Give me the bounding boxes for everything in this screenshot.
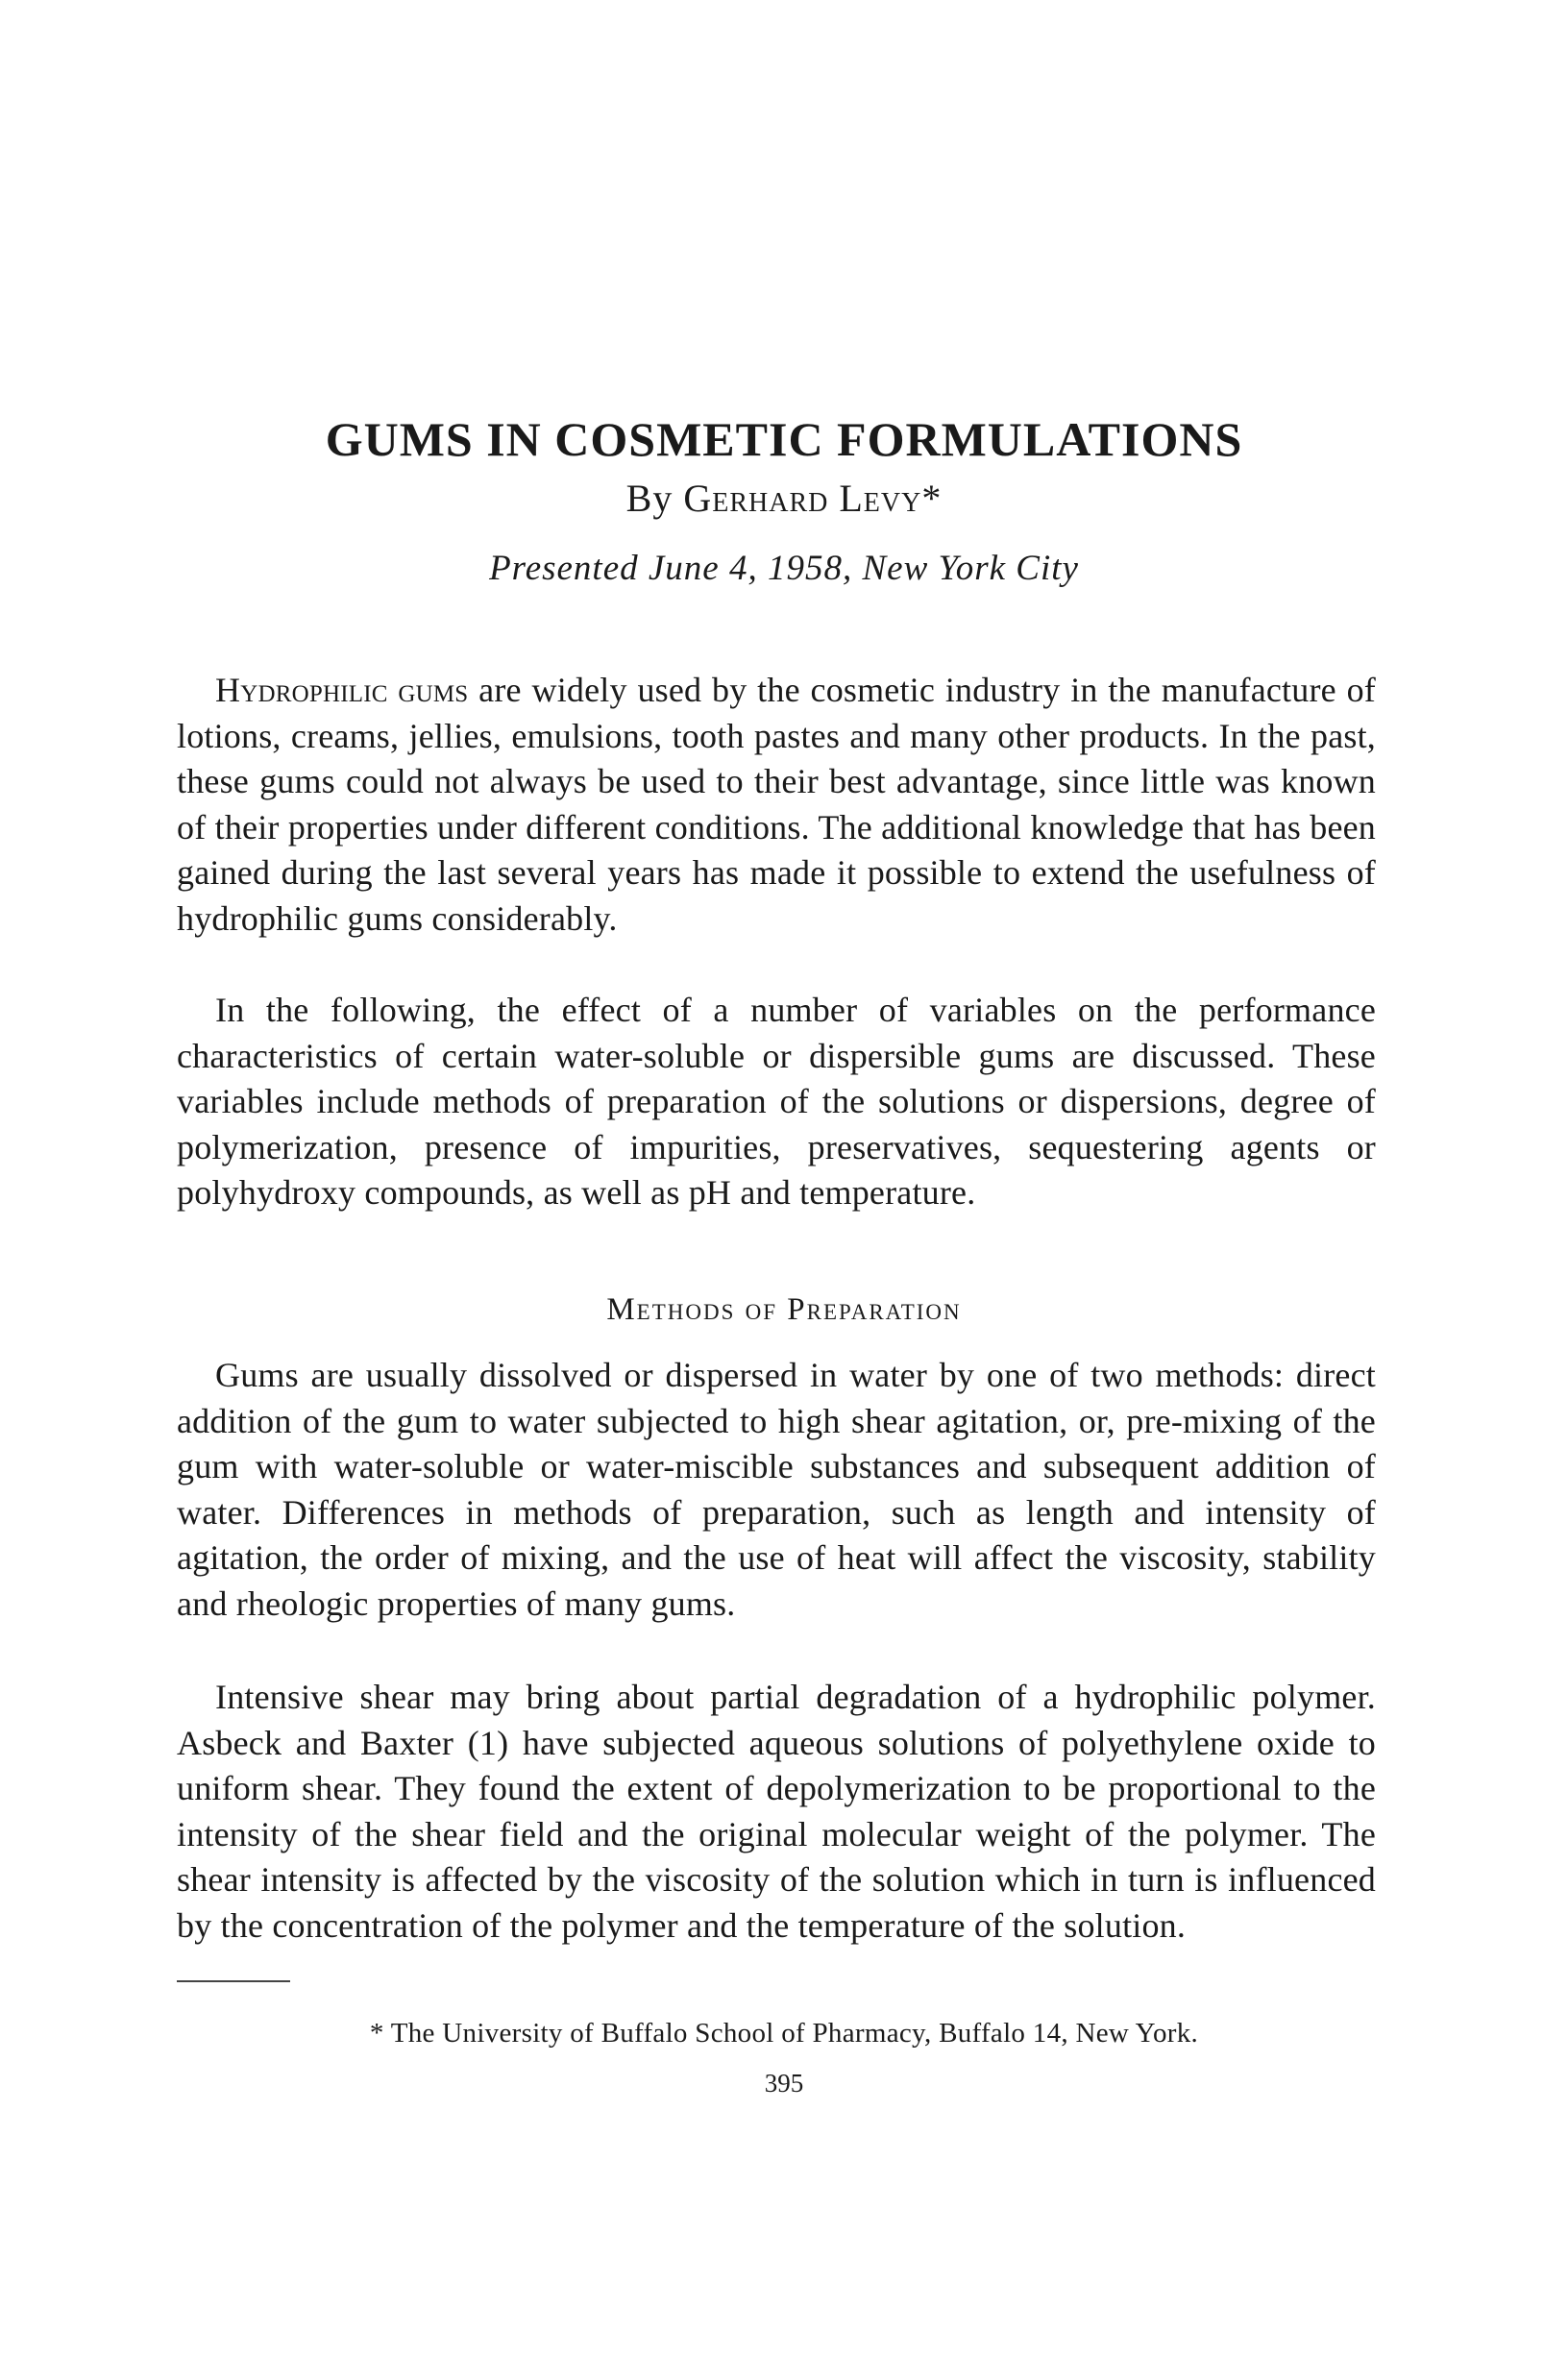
footnote-divider [177,1980,290,1982]
intro-paragraph-1-text: are widely used by the cosmetic industry in the manufacture of lotions, creams, jellies, emulsions, tooth pastes and many other products. In the past, these gums could not always be used to their best advantage, since little was known of their properties under different conditions. The additional knowledge that has been gained during the last several years has made it possible to extend the usefulness of hydrophilic gums considerably. [177,671,1376,938]
methods-paragraph-1 [177,1353,1376,1627]
methods-paragraph-2 [177,1675,1376,1949]
page-number: 395 [764,2069,804,2098]
methods-paragraph-2-text: Intensive shear may bring about partial degradation of a hydrophilic polymer. Asbeck and Baxter (1) have subjected aqueous solutions of polyethylene oxide to uniform shear. They found the extent of depolymerization to be proportional to the intensity of the shear field and the original molecular weight of the polymer. The shear intensity is affected by the viscosity of the solution which in turn is influenced by the concentration of the polymer and the temperature of the solution. [177,1678,1376,1945]
byline-prefix: By [625,477,674,520]
author-byline [0,476,1568,521]
article-title: GUMS IN COSMETIC FORMULATIONS [325,412,1243,466]
intro-paragraph-2-text: In the following, the effect of a number of variables on the performance characteristics of certain water-soluble or dispersible gums are discussed. These variables include methods of preparation of the solutions or dispersions, degree of polymerization, presence of impurities, preservatives, sequestering agents or polyhydroxy compounds, as well as pH and temperature. [177,991,1376,1212]
author-footnote-mark: * [921,477,943,520]
intro-lead-words: Hydrophilic gums [215,671,469,709]
presentation-note: Presented June 4, 1958, New York City [489,549,1079,588]
author-affiliation-footnote: * The University of Buffalo School of Pharmacy, Buffalo 14, New York. [369,2018,1199,2049]
intro-paragraph-1 [177,668,1376,942]
author-name: Gerhard Levy [683,477,922,520]
methods-paragraph-1-text: Gums are usually dissolved or dispersed in water by one of two methods: direct addition of the gum to water subjected to high shear agitation, or, pre-mixing of the gum with water-soluble or water-miscible substances and subsequent addition of water. Differences in methods of preparation, such as length and intensity of agitation, the order of mixing, and the use of heat will affect the viscosity, stability and rheologic properties of many gums. [177,1356,1376,1623]
section-heading-methods: Methods of Preparation [606,1292,962,1327]
intro-paragraph-2 [177,988,1376,1216]
